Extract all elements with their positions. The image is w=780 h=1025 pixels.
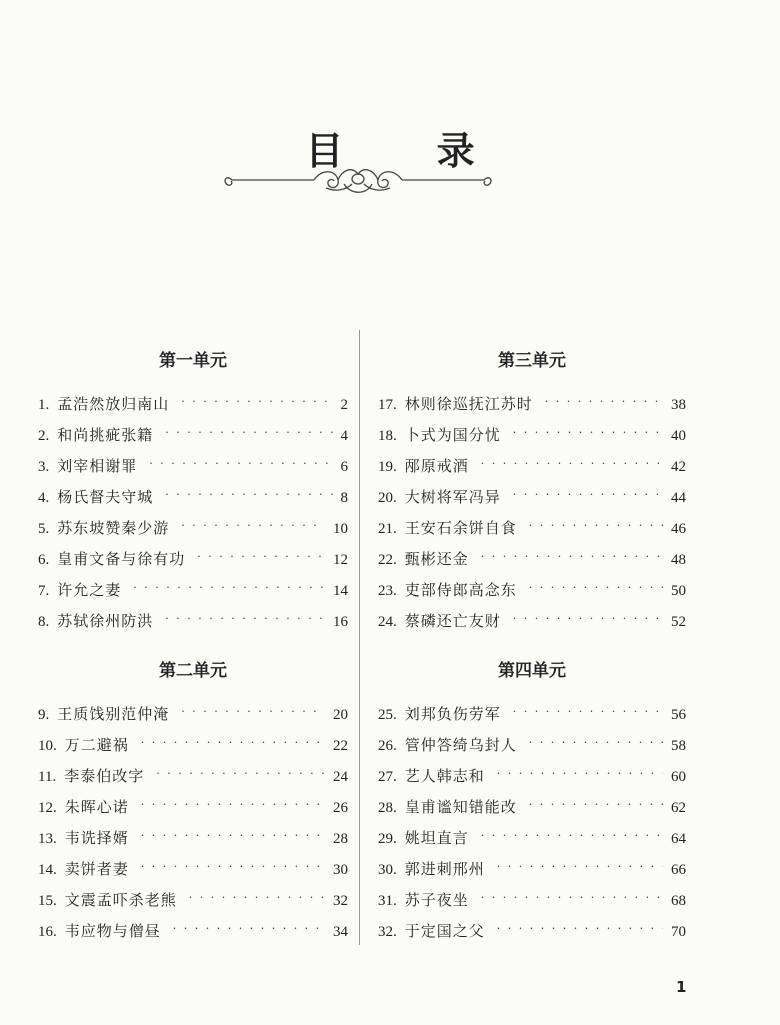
- entry-number: 10.: [38, 738, 57, 754]
- toc-entry[interactable]: [378, 858, 686, 882]
- dot-leader: [497, 860, 663, 873]
- toc-entry[interactable]: [378, 393, 686, 417]
- toc-entry[interactable]: [378, 517, 686, 541]
- entry-number: 22.: [378, 552, 397, 568]
- entry-page: 52: [671, 614, 686, 630]
- entry-page: 42: [671, 459, 686, 475]
- entry-title: 吏部侍郎高念东: [404, 581, 517, 599]
- entry-number: 28.: [378, 800, 397, 816]
- entry-page: 22: [333, 738, 348, 754]
- entry-number: 29.: [378, 831, 397, 847]
- toc-entry[interactable]: [38, 796, 348, 820]
- entry-title: 于定国之父: [404, 922, 485, 940]
- dot-leader: [481, 829, 663, 842]
- entry-title: 卜式为国分忧: [404, 426, 501, 444]
- dot-leader: [497, 767, 663, 780]
- entry-number: 9.: [38, 707, 50, 723]
- dot-leader: [545, 395, 663, 408]
- dot-leader: [529, 581, 663, 594]
- dot-leader: [513, 426, 663, 439]
- entry-title: 皇甫文备与徐有功: [57, 550, 186, 568]
- entry-title: 大树将军冯异: [404, 488, 501, 506]
- toc-entry[interactable]: [38, 703, 348, 727]
- entry-page: 64: [671, 831, 686, 847]
- dot-leader: [141, 798, 325, 811]
- entry-number: 30.: [378, 862, 397, 878]
- toc-entry[interactable]: [38, 827, 348, 851]
- toc-entry[interactable]: [38, 517, 348, 541]
- dot-leader: [481, 457, 663, 470]
- unit-heading: 第四单元: [498, 661, 566, 681]
- entry-page: 46: [671, 521, 686, 537]
- entry-number: 11.: [38, 769, 57, 785]
- entry-page: 4: [340, 428, 348, 444]
- entry-number: 17.: [378, 397, 397, 413]
- entry-number: 15.: [38, 893, 57, 909]
- entry-title: 杨氏督夫守城: [57, 488, 154, 506]
- entry-page: 62: [671, 800, 686, 816]
- entry-page: 28: [333, 831, 348, 847]
- dot-leader: [481, 550, 663, 563]
- toc-entry[interactable]: [378, 920, 686, 944]
- entry-number: 27.: [378, 769, 397, 785]
- entry-title: 苏子夜坐: [404, 891, 469, 909]
- page-title: 目 录: [305, 129, 515, 173]
- entry-title: 刘邦负伤劳军: [404, 705, 501, 723]
- toc-entry[interactable]: [378, 548, 686, 572]
- entry-title: 王质饯别范仲淹: [57, 705, 170, 723]
- entry-title: 郭进刺邢州: [404, 860, 485, 878]
- entry-page: 16: [333, 614, 348, 630]
- entry-number: 1.: [38, 397, 50, 413]
- toc-entry[interactable]: [38, 393, 348, 417]
- unit-heading: 第二单元: [159, 661, 227, 681]
- entry-number: 13.: [38, 831, 57, 847]
- dot-leader: [513, 612, 663, 625]
- dot-leader: [165, 612, 325, 625]
- entry-number: 20.: [378, 490, 397, 506]
- entry-page: 30: [333, 862, 348, 878]
- entry-page: 34: [333, 924, 348, 940]
- entry-title: 李泰伯改字: [64, 767, 145, 785]
- toc-entry[interactable]: [378, 579, 686, 603]
- toc-entry[interactable]: [378, 703, 686, 727]
- entry-title: 韦应物与僧昼: [64, 922, 161, 940]
- toc-entry[interactable]: [378, 610, 686, 634]
- entry-title: 姚坦直言: [404, 829, 469, 847]
- unit-heading: 第一单元: [159, 351, 227, 371]
- entry-title: 蔡磷还亡友财: [404, 612, 501, 630]
- toc-entry[interactable]: [378, 765, 686, 789]
- dot-leader: [133, 581, 325, 594]
- entry-title: 万二避祸: [64, 736, 129, 754]
- entry-page: 8: [340, 490, 348, 506]
- entry-title: 朱晖心诺: [64, 798, 129, 816]
- toc-entry[interactable]: [38, 424, 348, 448]
- entry-page: 48: [671, 552, 686, 568]
- entry-page: 6: [340, 459, 348, 475]
- toc-entry[interactable]: [378, 486, 686, 510]
- entry-number: 23.: [378, 583, 397, 599]
- entry-page: 14: [333, 583, 348, 599]
- dot-leader: [189, 891, 325, 904]
- entry-title: 刘宰相谢罪: [57, 457, 138, 475]
- entry-title: 韦诜择婿: [64, 829, 129, 847]
- entry-title: 王安石余饼自食: [404, 519, 517, 537]
- column-divider: [359, 330, 360, 945]
- entry-title: 甄彬还金: [404, 550, 469, 568]
- dot-leader: [173, 922, 325, 935]
- dot-leader: [156, 767, 325, 780]
- dot-leader: [165, 488, 332, 501]
- entry-page: 70: [671, 924, 686, 940]
- toc-entry[interactable]: [38, 858, 348, 882]
- dot-leader: [141, 736, 325, 749]
- toc-entry[interactable]: [378, 827, 686, 851]
- entry-number: 2.: [38, 428, 50, 444]
- entry-number: 31.: [378, 893, 397, 909]
- dot-leader: [165, 426, 332, 439]
- entry-page: 20: [333, 707, 348, 723]
- entry-page: 12: [333, 552, 348, 568]
- toc-entry[interactable]: [378, 424, 686, 448]
- entry-title: 苏轼徐州防洪: [57, 612, 154, 630]
- dot-leader: [529, 798, 663, 811]
- dot-leader: [497, 922, 663, 935]
- toc-entry[interactable]: [38, 920, 348, 944]
- toc-entry[interactable]: [378, 889, 686, 913]
- entry-page: 38: [671, 397, 686, 413]
- entry-number: 24.: [378, 614, 397, 630]
- entry-number: 32.: [378, 924, 397, 940]
- entry-number: 25.: [378, 707, 397, 723]
- ornament-flourish-icon: [218, 162, 498, 198]
- entry-page: 56: [671, 707, 686, 723]
- toc-entry[interactable]: [38, 765, 348, 789]
- toc-entry[interactable]: [378, 796, 686, 820]
- entry-page: 10: [333, 521, 348, 537]
- entry-title: 卖饼者妻: [64, 860, 129, 878]
- entry-title: 皇甫谧知错能改: [404, 798, 517, 816]
- toc-entry[interactable]: [378, 734, 686, 758]
- dot-leader: [529, 736, 663, 749]
- entry-number: 14.: [38, 862, 57, 878]
- entry-title: 管仲答绮乌封人: [404, 736, 517, 754]
- entry-page: 40: [671, 428, 686, 444]
- dot-leader: [181, 395, 332, 408]
- entry-number: 19.: [378, 459, 397, 475]
- entry-title: 艺人韩志和: [404, 767, 485, 785]
- entry-number: 12.: [38, 800, 57, 816]
- entry-title: 林则徐巡抚江苏时: [404, 395, 533, 413]
- entry-title: 孟浩然放归南山: [57, 395, 170, 413]
- entry-page: 24: [333, 769, 348, 785]
- toc-entry[interactable]: [38, 579, 348, 603]
- entry-number: 6.: [38, 552, 50, 568]
- entry-page: 68: [671, 893, 686, 909]
- entry-page: 32: [333, 893, 348, 909]
- entry-page: 2: [340, 397, 348, 413]
- entry-title: 和尚挑疵张籍: [57, 426, 154, 444]
- dot-leader: [149, 457, 332, 470]
- toc-entry[interactable]: [38, 610, 348, 634]
- entry-page: 50: [671, 583, 686, 599]
- toc-entry[interactable]: [378, 455, 686, 479]
- dot-leader: [197, 550, 325, 563]
- entry-title: 许允之妻: [57, 581, 122, 599]
- dot-leader: [141, 860, 325, 873]
- entry-title: 邴原戒酒: [404, 457, 469, 475]
- entry-page: 26: [333, 800, 348, 816]
- dot-leader: [181, 705, 325, 718]
- dot-leader: [529, 519, 663, 532]
- entry-number: 5.: [38, 521, 50, 537]
- toc-entry[interactable]: [38, 486, 348, 510]
- dot-leader: [141, 829, 325, 842]
- dot-leader: [513, 488, 663, 501]
- dot-leader: [513, 705, 663, 718]
- toc-entry[interactable]: [38, 548, 348, 572]
- entry-number: 8.: [38, 614, 50, 630]
- entry-number: 18.: [378, 428, 397, 444]
- dot-leader: [181, 519, 325, 532]
- unit-heading: 第三单元: [498, 351, 566, 371]
- toc-entry[interactable]: [38, 889, 348, 913]
- page-number: 1: [676, 978, 687, 996]
- entry-number: 3.: [38, 459, 50, 475]
- dot-leader: [481, 891, 663, 904]
- entry-number: 21.: [378, 521, 397, 537]
- entry-page: 66: [671, 862, 686, 878]
- entry-page: 58: [671, 738, 686, 754]
- toc-entry[interactable]: [38, 455, 348, 479]
- entry-number: 7.: [38, 583, 50, 599]
- entry-page: 44: [671, 490, 686, 506]
- entry-number: 26.: [378, 738, 397, 754]
- toc-entry[interactable]: [38, 734, 348, 758]
- entry-title: 文震孟吓杀老熊: [64, 891, 177, 909]
- entry-number: 4.: [38, 490, 50, 506]
- entry-title: 苏东坡赞秦少游: [57, 519, 170, 537]
- entry-number: 16.: [38, 924, 57, 940]
- entry-page: 60: [671, 769, 686, 785]
